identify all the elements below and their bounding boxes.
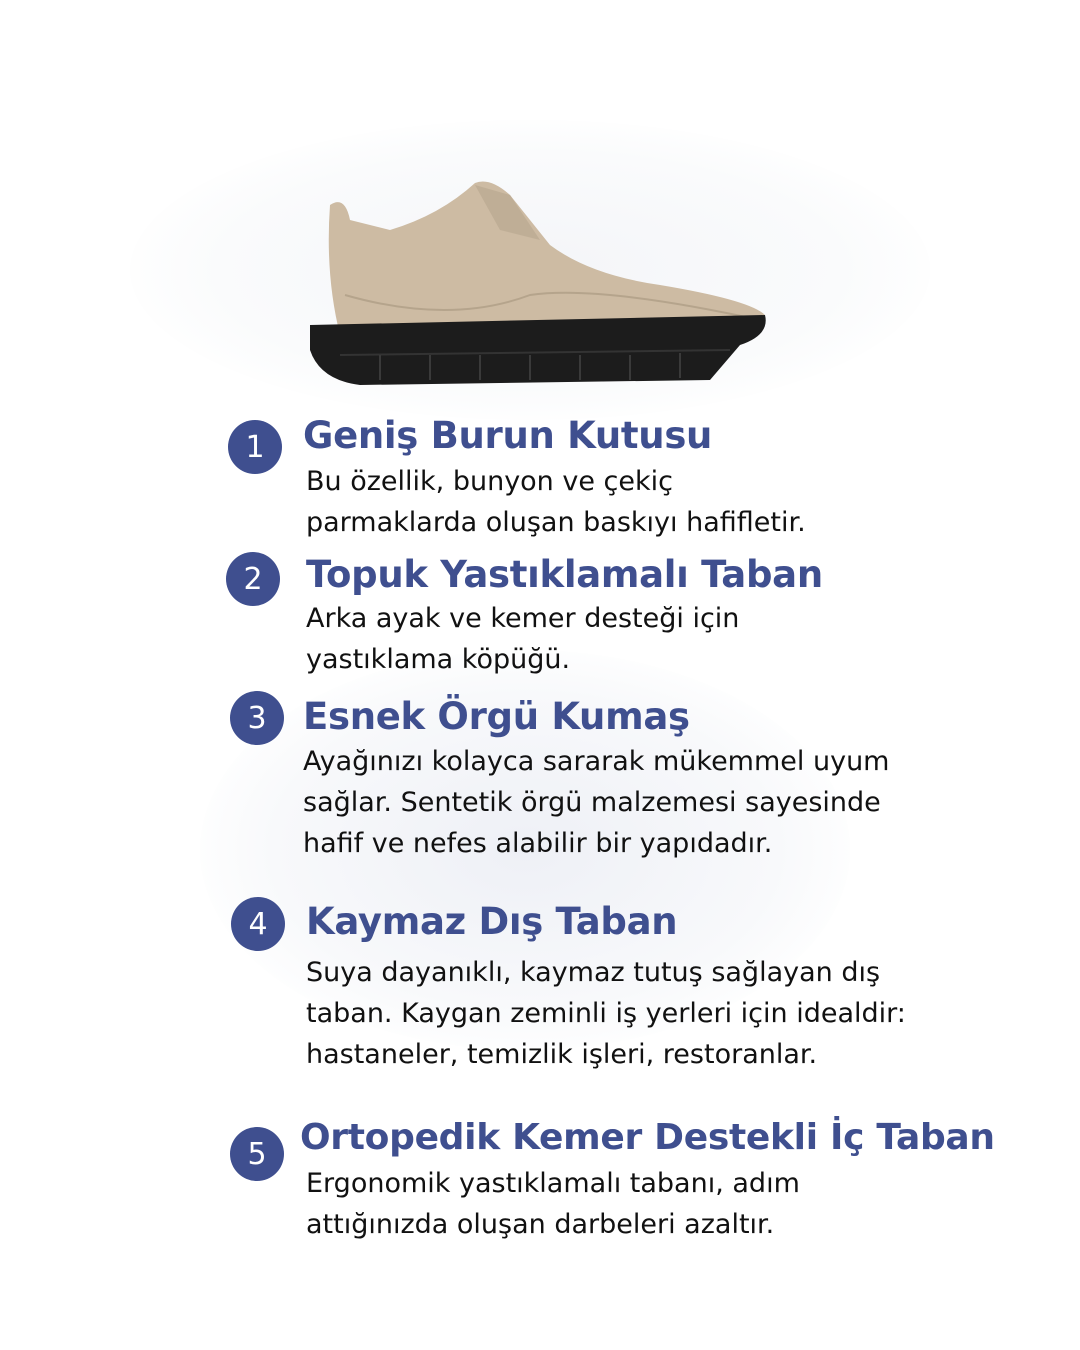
- feature-desc-line: Ayağınızı kolayca sararak mükemmel uyum: [303, 746, 890, 777]
- number-badge: 4: [231, 897, 285, 951]
- feature-desc-line: Suya dayanıklı, kaymaz tutuş sağlayan dış: [306, 957, 881, 988]
- feature-desc-line: Arka ayak ve kemer desteği için: [306, 603, 740, 634]
- feature-desc-line: parmaklarda oluşan baskıyı hafifletir.: [306, 507, 806, 538]
- shoe-image: [300, 175, 780, 395]
- feature-desc-line: yastıklama köpüğü.: [306, 644, 571, 675]
- feature-title: Geniş Burun Kutusu: [303, 414, 713, 457]
- feature-title: Ortopedik Kemer Destekli İç Taban: [300, 1117, 995, 1158]
- number-badge: 1: [228, 420, 282, 474]
- feature-title: Topuk Yastıklamalı Taban: [306, 553, 823, 596]
- feature-desc-line: hastaneler, temizlik işleri, restoranlar.: [306, 1039, 818, 1070]
- number-badge: 5: [230, 1127, 284, 1181]
- feature-desc-line: taban. Kaygan zeminli iş yerleri için idealdir:: [306, 998, 906, 1029]
- feature-desc-line: sağlar. Sentetik örgü malzemesi sayesinde: [303, 787, 881, 818]
- number-badge: 3: [230, 691, 284, 745]
- number-badge: 2: [226, 552, 280, 606]
- feature-title: Kaymaz Dış Taban: [306, 900, 678, 943]
- feature-desc-line: hafif ve nefes alabilir bir yapıdadır.: [303, 828, 773, 859]
- feature-desc-line: attığınızda oluşan darbeleri azaltır.: [306, 1209, 775, 1240]
- feature-desc-line: Ergonomik yastıklamalı tabanı, adım: [306, 1168, 800, 1199]
- feature-title: Esnek Örgü Kumaş: [303, 695, 690, 738]
- feature-desc-line: Bu özellik, bunyon ve çekiç: [306, 466, 673, 497]
